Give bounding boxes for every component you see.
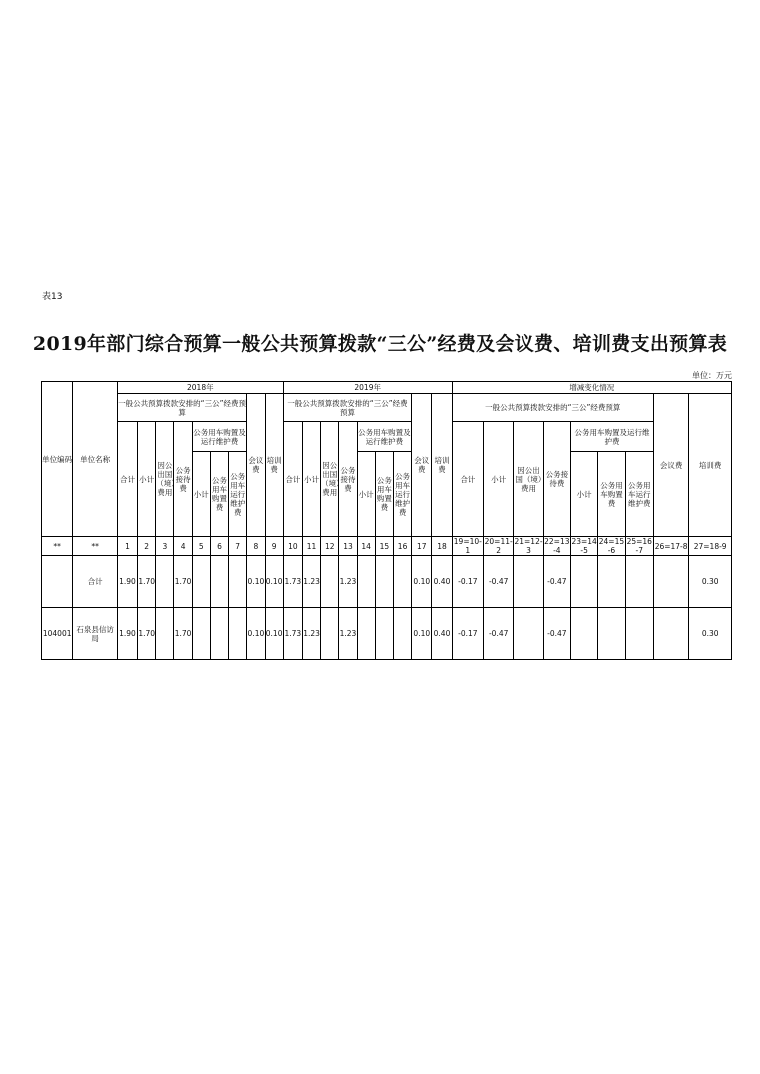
value-cell: -0.47	[543, 608, 570, 660]
col-total-2018: 合计	[117, 422, 137, 537]
col-vehicle-subtotal-change: 小计	[570, 452, 597, 537]
index-cell: 1	[117, 537, 137, 556]
index-cell: 21=12-3	[514, 537, 543, 555]
index-cell: 4	[174, 537, 192, 556]
index-row	[42, 537, 732, 556]
value-cell	[156, 556, 174, 608]
value-cell	[625, 608, 653, 660]
col-vehicle-group-2018: 公务用车购置及运行维护费	[192, 422, 247, 452]
index-cell: 2	[138, 537, 156, 556]
value-cell	[598, 556, 625, 608]
value-cell: 0.10	[247, 608, 265, 660]
index-cell: 10	[283, 537, 302, 556]
value-cell	[210, 608, 228, 660]
value-cell	[514, 608, 543, 660]
value-cell: 1.90	[117, 556, 137, 608]
index-cell: 7	[229, 537, 247, 556]
value-cell	[229, 556, 247, 608]
index-cell: **	[42, 537, 73, 556]
index-cell: 6	[210, 537, 228, 556]
value-cell: -0.47	[484, 608, 514, 660]
value-cell: 0.10	[265, 608, 283, 660]
value-cell	[570, 556, 597, 608]
table-row	[42, 608, 732, 660]
value-cell: 1.73	[283, 556, 302, 608]
index-cell: 16	[393, 537, 411, 556]
index-cell: 12	[321, 537, 339, 556]
index-cell: 26=17-8	[653, 537, 688, 556]
value-cell	[598, 608, 625, 660]
index-cell: 14	[357, 537, 375, 556]
value-cell	[229, 608, 247, 660]
col-year-2018: 2018年	[117, 382, 283, 394]
value-cell: 1.70	[174, 608, 192, 660]
value-cell	[321, 556, 339, 608]
col-vehicle-purchase-2018: 公务用车购置费	[210, 452, 228, 537]
index-cell: 13	[339, 537, 357, 556]
index-cell: 9	[265, 537, 283, 556]
value-cell	[156, 608, 174, 660]
value-cell: 0.40	[432, 556, 452, 608]
unit-name-cell: 石泉县信访局	[73, 608, 118, 660]
col-vehicle-group-2019: 公务用车购置及运行维护费	[357, 422, 412, 452]
value-cell	[653, 556, 688, 608]
col-total-change: 合计	[452, 422, 483, 537]
value-cell	[210, 556, 228, 608]
value-cell: 1.23	[339, 556, 357, 608]
value-cell: 1.23	[302, 608, 320, 660]
value-cell: 1.70	[138, 556, 156, 608]
value-cell	[570, 608, 597, 660]
value-cell: -0.17	[452, 608, 483, 660]
value-cell	[393, 608, 411, 660]
col-vehicle-purchase-change: 公务用车购置费	[598, 452, 625, 537]
value-cell: 0.30	[689, 608, 732, 660]
col-unit-name: 单位名称	[73, 382, 118, 537]
index-cell: 17	[412, 537, 432, 556]
col-vehicle-subtotal-2018: 小计	[192, 452, 210, 537]
col-unit-code: 单位编码	[42, 382, 73, 537]
col-change: 增减变化情况	[452, 382, 731, 394]
index-cell: 5	[192, 537, 210, 556]
col-three-public-2018: 一般公共预算拨款安排的“三公”经费预算	[117, 394, 246, 422]
table-label: 表13	[42, 292, 63, 302]
value-cell: -0.47	[543, 556, 570, 608]
col-meeting-2019: 会议费	[412, 394, 432, 537]
value-cell	[393, 556, 411, 608]
index-cell: 27=18-9	[689, 537, 732, 556]
unit-code-cell: 104001	[42, 608, 73, 660]
index-cell: 19=10-1	[453, 537, 482, 555]
value-cell: 0.40	[432, 608, 452, 660]
index-cell: **	[73, 537, 118, 556]
value-cell	[357, 556, 375, 608]
col-vehicle-operation-change: 公务用车运行维护费	[625, 452, 653, 537]
col-three-public-2019: 一般公共预算拨款安排的“三公”经费预算	[283, 394, 411, 422]
index-cell: 25=16-7	[626, 537, 652, 555]
unit-label: 单位：万元	[692, 371, 732, 380]
value-cell: 0.30	[689, 556, 732, 608]
col-vehicle-group-change: 公务用车购置及运行维护费	[570, 422, 653, 452]
col-subtotal-2019: 小计	[302, 422, 320, 537]
index-cell: 22=13-4	[544, 537, 570, 555]
value-cell: 1.90	[117, 608, 137, 660]
budget-table	[41, 381, 732, 660]
col-abroad-2019: 因公出国（境）费用	[321, 422, 339, 537]
col-abroad-change: 因公出国（境）费用	[514, 422, 543, 537]
col-vehicle-operation-2018: 公务用车运行维护费	[229, 452, 247, 537]
value-cell	[514, 556, 543, 608]
value-cell: 1.70	[138, 608, 156, 660]
col-subtotal-2018: 小计	[138, 422, 156, 537]
index-cell: 3	[156, 537, 174, 556]
value-cell	[357, 608, 375, 660]
col-meeting-2018: 会议费	[247, 394, 265, 537]
value-cell: 0.10	[412, 556, 432, 608]
value-cell: 0.10	[247, 556, 265, 608]
value-cell	[375, 556, 393, 608]
col-training-change: 培训费	[689, 394, 732, 537]
col-vehicle-operation-2019: 公务用车运行维护费	[393, 452, 411, 537]
table-row	[42, 556, 732, 608]
col-reception-change: 公务接待费	[543, 422, 570, 537]
index-cell: 11	[302, 537, 320, 556]
value-cell	[625, 556, 653, 608]
col-vehicle-purchase-2019: 公务用车购置费	[375, 452, 393, 537]
col-subtotal-change: 小计	[484, 422, 514, 537]
col-total-2019: 合计	[283, 422, 302, 537]
value-cell: -0.17	[452, 556, 483, 608]
index-cell: 18	[432, 537, 452, 556]
unit-code-cell	[42, 556, 73, 608]
col-three-public-change: 一般公共预算拨款安排的“三公”经费预算	[452, 394, 653, 422]
value-cell	[192, 608, 210, 660]
value-cell	[321, 608, 339, 660]
value-cell: 0.10	[412, 608, 432, 660]
value-cell: 1.23	[339, 608, 357, 660]
value-cell	[653, 608, 688, 660]
value-cell	[375, 608, 393, 660]
col-abroad-2018: 因公出国（境）费用	[156, 422, 174, 537]
index-cell: 23=14-5	[571, 537, 597, 555]
value-cell: 1.70	[174, 556, 192, 608]
page-title: 2019年部门综合预算一般公共预算拨款“三公”经费及会议费、培训费支出预算表	[32, 333, 728, 355]
col-meeting-change: 会议费	[653, 394, 688, 537]
value-cell: 1.73	[283, 608, 302, 660]
index-cell: 24=15-6	[598, 537, 625, 555]
col-year-2019: 2019年	[283, 382, 452, 394]
index-cell: 8	[247, 537, 265, 556]
col-training-2018: 培训费	[265, 394, 283, 537]
col-training-2019: 培训费	[432, 394, 452, 537]
value-cell: 1.23	[302, 556, 320, 608]
col-vehicle-subtotal-2019: 小计	[357, 452, 375, 537]
index-cell: 20=11-2	[484, 537, 513, 555]
index-cell: 15	[375, 537, 393, 556]
value-cell	[192, 556, 210, 608]
unit-name-cell: 合计	[73, 556, 118, 608]
value-cell: 0.10	[265, 556, 283, 608]
value-cell: -0.47	[484, 556, 514, 608]
col-reception-2018: 公务接待费	[174, 422, 192, 537]
col-reception-2019: 公务接待费	[339, 422, 357, 537]
